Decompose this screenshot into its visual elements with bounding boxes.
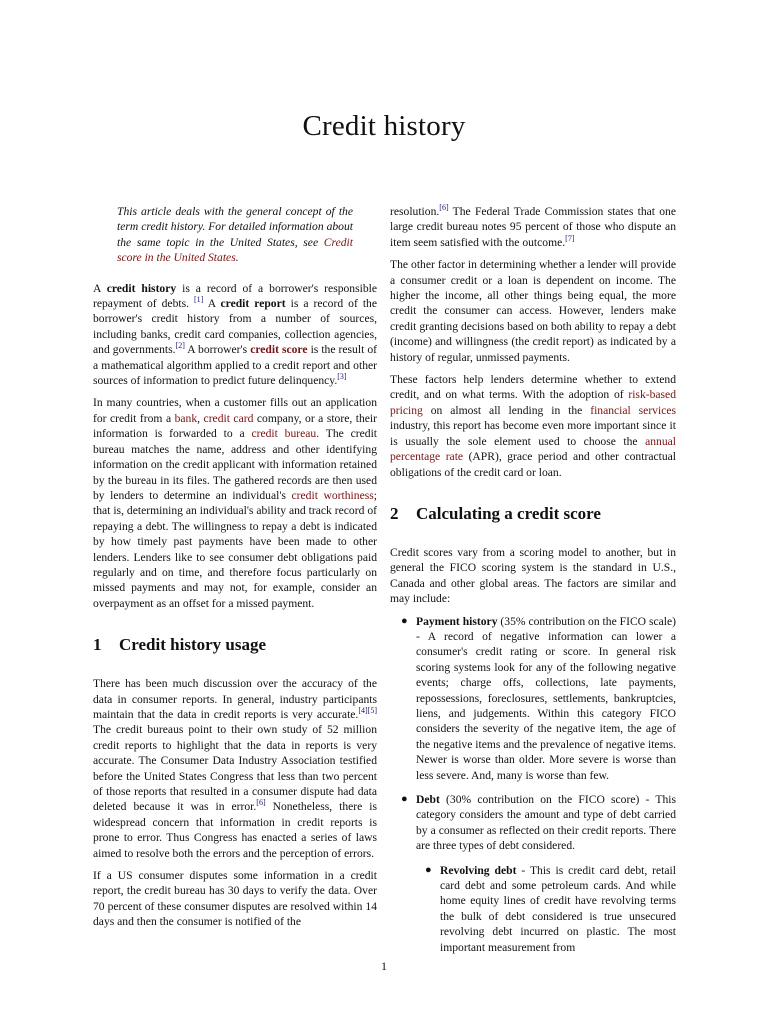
ref-7[interactable]: [7] xyxy=(565,233,575,243)
link-annual-percentage-rate[interactable]: annual percentage rate xyxy=(390,434,676,464)
left-column xyxy=(93,204,377,937)
list-item-payment-history: ● Payment history (35% contribution on the FICO scale) - A record of negative information can lower a consumer's credit rating or score. In general risk scoring systems look for any of the following negative events; charge offs, collections, late payments, repossessions, foreclosures, settlements, bankruptcies, liens, and judgements. Within this category FICO considers the severity of the negative item, the age of the negative items and the prevalence of negative items. Newer is worse than older. More severe is worse than less severe. And, many is worse than few. xyxy=(401,614,676,782)
section1-paragraph-2: If a US consumer disputes some information in a credit report, the credit bureau has 30 days to verify the data. Over 70 percent of these consumer disputes are resolved within 14 days and then the consumer is notified of the xyxy=(93,869,377,929)
link-financial-services[interactable]: financial services xyxy=(590,403,676,417)
section2-paragraph-1: Credit scores vary from a scoring model to another, but in general the FICO scoring system is the standard in U.S., Canada and other global areas. The factors are similar and may include: xyxy=(390,545,676,606)
list-item-debt: ● Debt (30% contribution on the FICO score) - This category considers the amount and type of debt carried by a consumer as reflected on their credit reports. There are three types of debt considered. xyxy=(401,793,677,853)
page-number: 1 xyxy=(381,959,387,973)
ref-6[interactable]: [6] xyxy=(256,798,266,808)
link-risk-based-pricing[interactable]: risk-based pricing xyxy=(390,388,676,417)
term-credit-history: credit history xyxy=(106,281,177,295)
link-credit-card[interactable]: credit card xyxy=(203,411,254,425)
page-title: Credit history xyxy=(302,110,466,142)
link-bank[interactable]: bank xyxy=(174,411,198,425)
list-item-revolving-debt: ● Revolving debt - This is credit card debt, retail card debt and some petroleum cards. And while home equity lines of credit have revolving terms the bulk of debt considered is true unsecured revolving debt incurred on plastic. The most important measurement from xyxy=(425,863,676,954)
ref-1[interactable]: [1] xyxy=(194,295,204,305)
intro-paragraph-2: In many countries, when a customer fills out an application for credit from a bank, credit card company, or a store, their information is forwarded to a credit bureau. The credit bureau matches the name, address and other identifying information on the credit applicant with information retained by the bureau in its files. The gathered records are then used by lenders to determine an individual's credit worthiness; that is, determining an individual's ability and track record of repaying a debt. The willingness to repay a debt is indicated by how timely past payments have been made to other lenders. Lenders like to see consumer debt obligations paid regularly and on time, and therefore focus particularly on missed payments and may not, for example, consider an overpayment as an offset for a missed payment. xyxy=(93,396,378,610)
right-column xyxy=(390,204,676,955)
section1-paragraph-2-continued: resolution.[6] The Federal Trade Commission states that one large credit bureau notes 95 percent of those who dispute an item seem satisfied with the outcome.[7] xyxy=(390,203,676,249)
ref-6b[interactable]: [6] xyxy=(439,203,449,213)
bullet-icon: ● xyxy=(425,863,432,876)
factor-list xyxy=(390,614,676,956)
link-credit-bureau[interactable]: credit bureau xyxy=(251,427,317,441)
link-credit-worthiness[interactable]: credit worthiness xyxy=(291,488,374,502)
term-credit-report: credit report xyxy=(220,297,286,311)
article-note: This article deals with the general concept of the term credit history. For detailed information about the same topic in the United States, see Credit score in the United States. xyxy=(117,205,353,265)
bullet-icon: ● xyxy=(401,793,408,805)
link-credit-score[interactable]: credit score xyxy=(250,343,308,357)
ref-2[interactable]: [2] xyxy=(175,341,185,351)
link-credit-score-us[interactable]: Credit score in the United States xyxy=(117,235,353,265)
section1-paragraph-3: The other factor in determining whether a lender will provide a consumer credit or a loan is dependent on income. The higher the income, all other things being equal, the more credit the consumer can access. However, lenders make credit granting decisions based on both ability to repay a debt (income) and willingness (the credit report) as indicated by a history of regular, unmissed payments. xyxy=(390,258,676,364)
intro-paragraph-1: A credit history is a record of a borrower's responsible repayment of debts. [1] A credit report is a record of the borrower's credit history from a number of sources, including banks, credit card companies, collection agencies, and governments.[2] A borrower's credit score is the result of a mathematical algorithm applied to a credit report and other sources of information to predict future delinquency.[3] xyxy=(93,281,377,388)
section1-paragraph-4: These factors help lenders determine whether to extend credit, and on what terms. With the adoption of risk-based pricing on almost all lending in the financial services industry, this report has become even more important since it is usually the sole element used to choose the annual percentage rate (APR), grace period and other contractual obligations of the credit card or loan. xyxy=(390,373,676,479)
bullet-icon: ● xyxy=(401,614,408,627)
ref-3[interactable]: [3] xyxy=(337,372,347,382)
section1-paragraph-1: There has been much discussion over the accuracy of the data in consumer reports. In general, industry participants maintain that the data in credit reports is very accurate.[4][5] The credit bureaus point to their own study of 52 million credit reports to highlight that the data in reports is very accurate. The Consumer Data Industry Association testified before the United States Congress that less than two percent of those reports that resulted in a consumer dispute had data deleted because it was in error.[6] Nonetheless, there is widespread concern that information in credit reports is prone to error. Thus Congress has enacted a series of laws aimed to resolve both the errors and the perception of errors. xyxy=(93,677,377,860)
section-heading-1: 1 Credit history usage xyxy=(93,635,267,655)
ref-4-5[interactable]: [4][5] xyxy=(358,706,377,716)
section-heading-2: 2 Calculating a credit score xyxy=(390,503,601,523)
